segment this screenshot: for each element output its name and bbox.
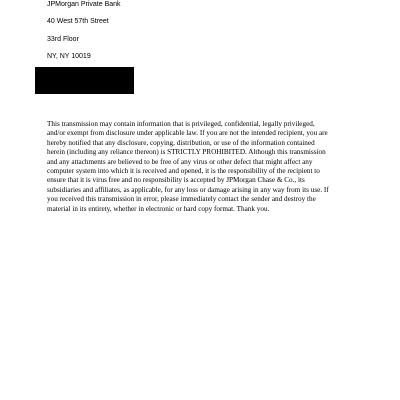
disclaimer-line: This transmission may contain information that is privileged, confidential, legally privileged, <box>47 120 315 128</box>
disclaimer-line: you received this transmission in error, please immediately contact the sender and destroy the <box>47 195 316 204</box>
confidentiality-disclaimer <box>47 120 367 214</box>
disclaimer-line: and/or exempt from disclosure under applicable law. If you are not the intended recipient, you are <box>47 129 328 138</box>
address-line-floor: 33rd Floor <box>47 36 79 43</box>
disclaimer-line: ensure that it is virus free and no responsibility is accepted by JPMorgan Chase & Co., its <box>47 176 305 185</box>
address-line-street: 40 West 57th Street <box>47 18 109 25</box>
disclaimer-line: hereby notified that any disclosure, copying, distribution, or use of the information contained <box>47 138 315 147</box>
disclaimer-line: computer system into which it is received and opened, it is the responsibility of the recipient to <box>47 167 320 176</box>
disclaimer-line: and any attachments are believed to be free of any virus or other defect that might affect any <box>47 157 313 166</box>
address-line-city: NY, NY 10019 <box>47 53 91 60</box>
disclaimer-line: material in its entirety, whether in electronic or hard copy format. Thank you. <box>47 204 270 213</box>
disclaimer-line: subsidiaries and affiliates, as applicable, for any loss or damage arising in any way from its use. If <box>47 185 329 194</box>
address-line-bank-name: JPMorgan Private Bank <box>47 1 121 8</box>
disclaimer-line: herein (including any reliance thereon) is STRICTLY PROHIBITED. Although this transmission <box>47 148 326 157</box>
redaction-block <box>35 67 134 94</box>
